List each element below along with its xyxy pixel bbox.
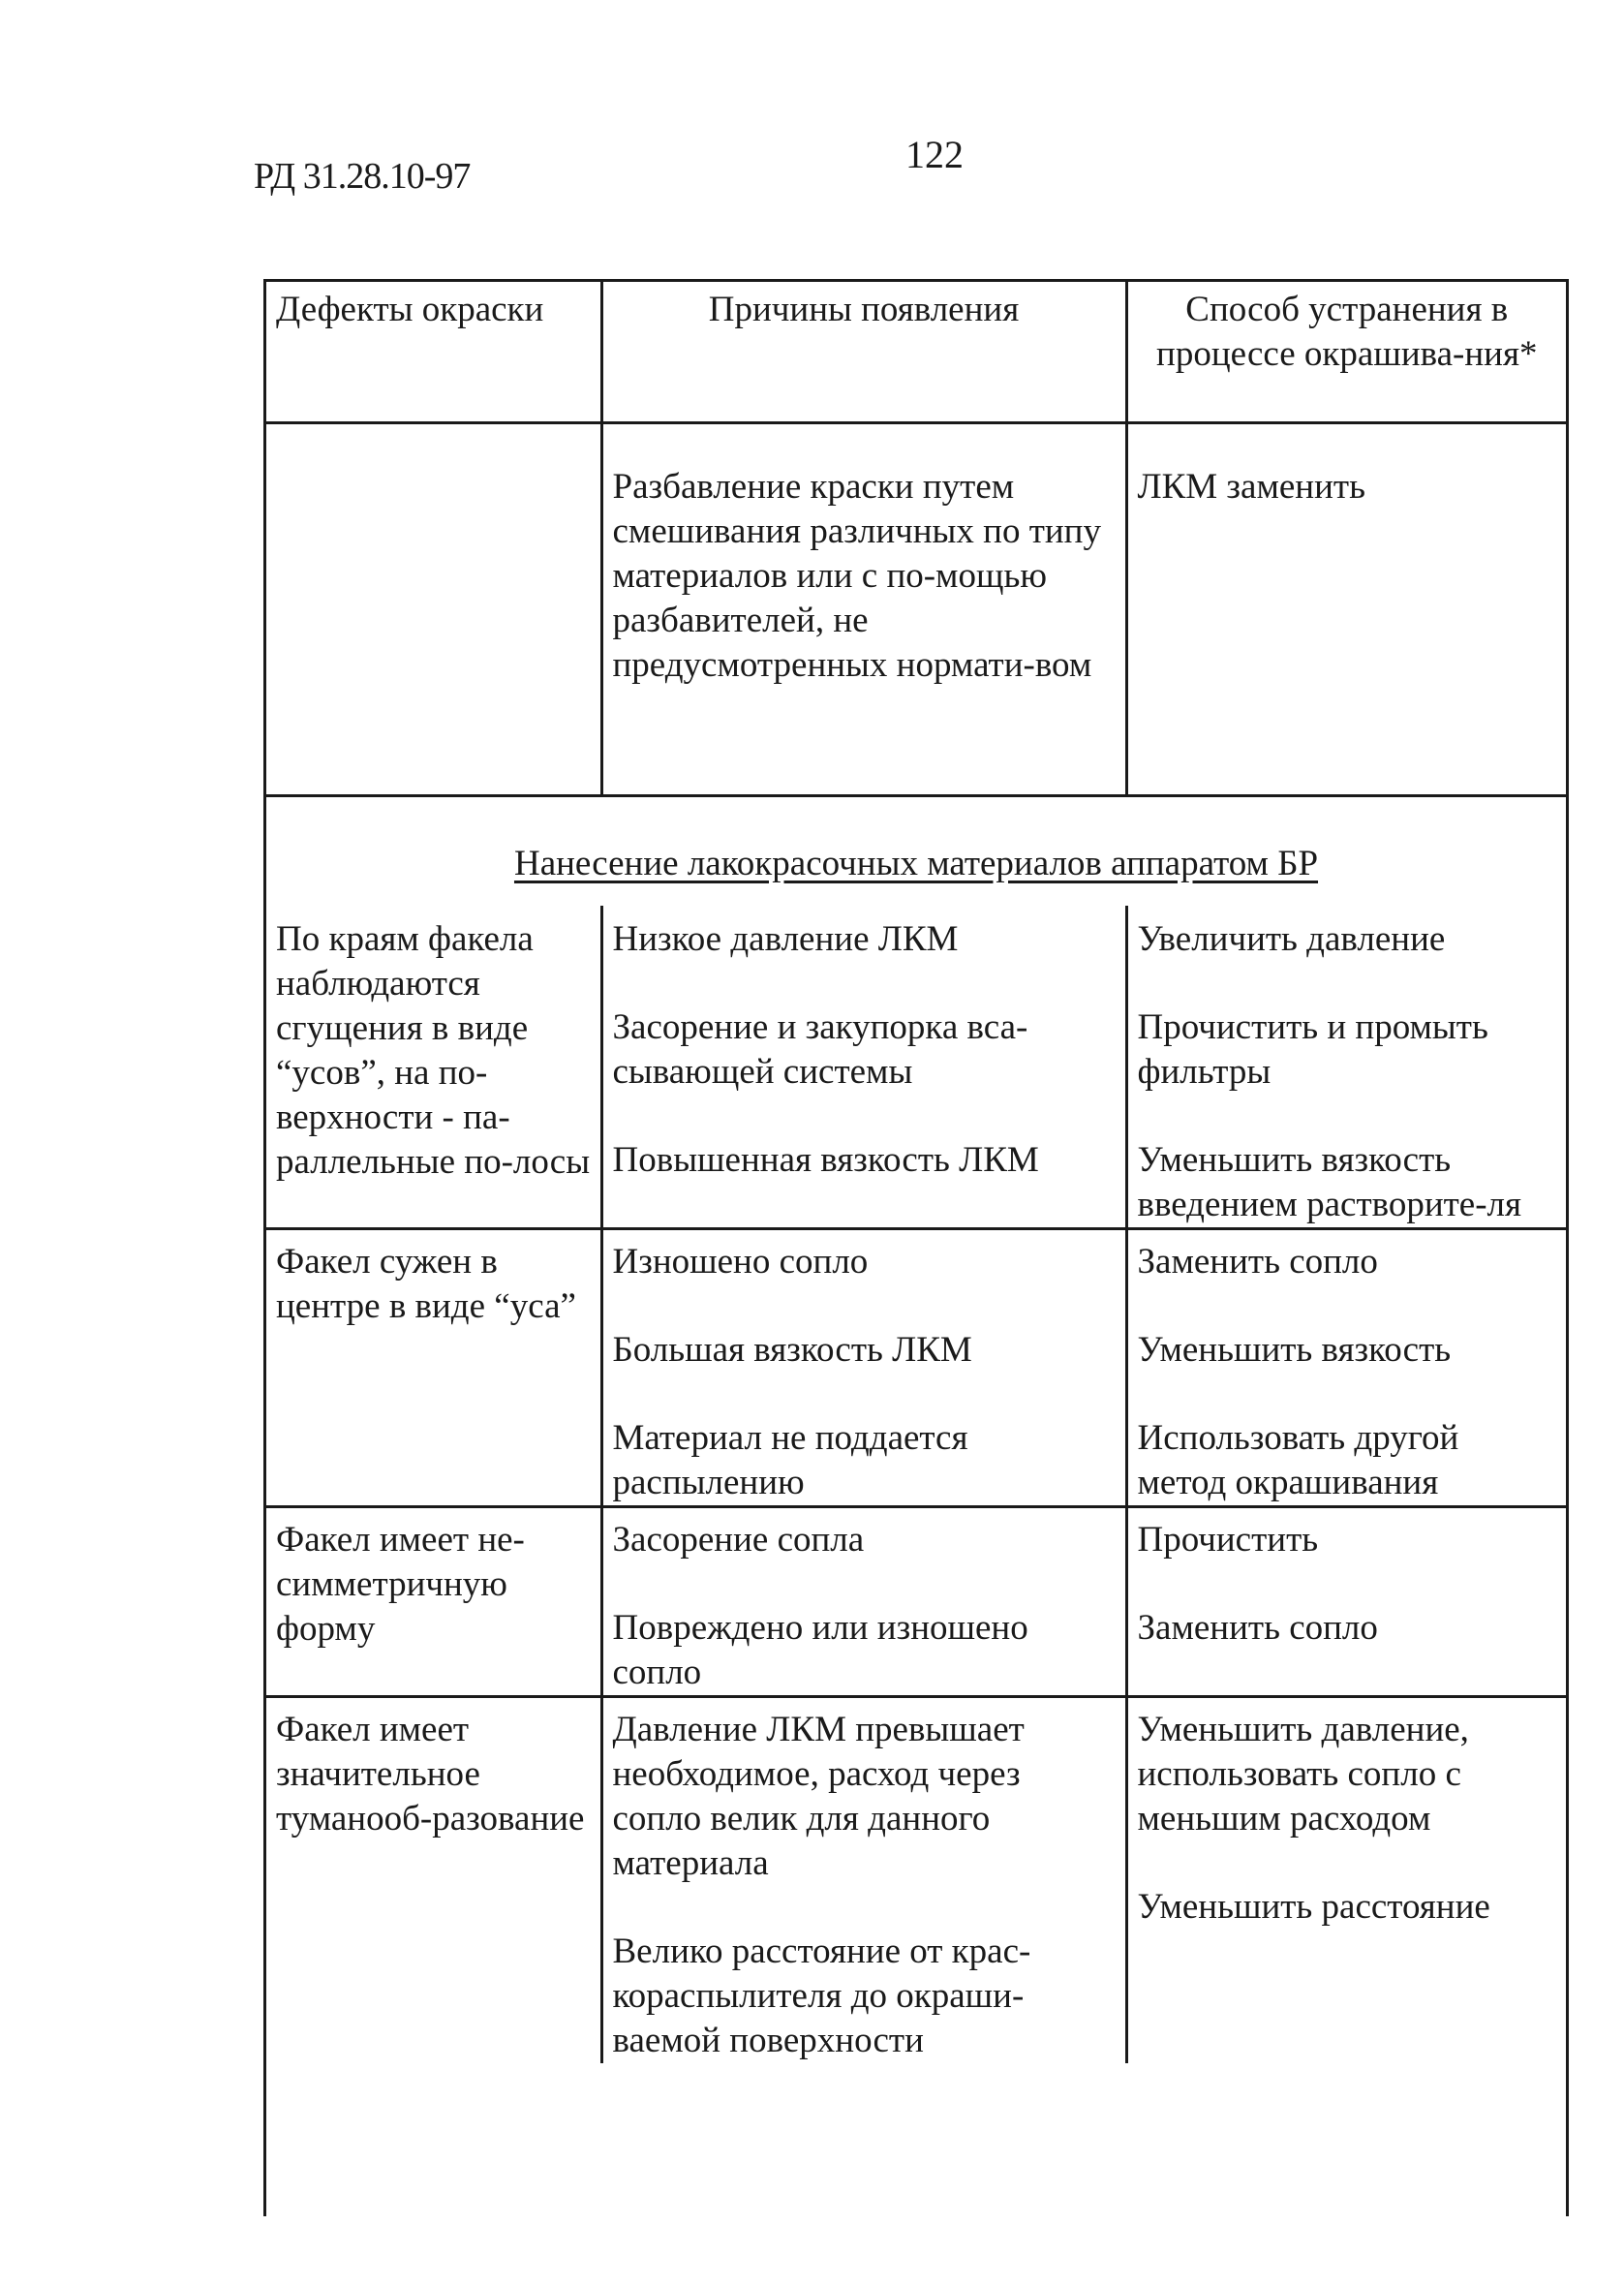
remedy-item: Увеличить давление <box>1137 919 1446 959</box>
column-header-remedies: Способ устранения в процессе окрашива-ния* <box>1126 282 1566 423</box>
remedies-cell <box>1126 1697 1566 2064</box>
cause-item: Засорение сопла <box>612 1520 865 1560</box>
table-row <box>266 1507 1566 1697</box>
column-header-defects: Дефекты окраски <box>266 282 601 423</box>
cause-item: Засорение и закупорка вса-сывающей системы <box>612 1007 1028 1092</box>
cause-item: Материал не поддается распылению <box>612 1418 968 1502</box>
causes-cell <box>601 423 1126 796</box>
defect-cell: Факел сужен в центре в виде “уса” <box>266 1229 601 1507</box>
cause-item: Повреждено или изношено сопло <box>612 1608 1028 1692</box>
remedy-item: Прочистить и промыть фильтры <box>1137 1007 1488 1092</box>
remedy-item: Уменьшить вязкость <box>1137 1330 1452 1370</box>
remedy-item: Уменьшить расстояние <box>1137 1887 1490 1927</box>
table-row <box>266 1697 1566 2064</box>
remedies-cell <box>1126 1229 1566 1507</box>
causes-cell <box>601 906 1126 1229</box>
table-header-row <box>266 282 1566 423</box>
defect-cell: По краям факела наблюдаются сгущения в виде “усов”, на по-верхности - па-раллельные по-лосы <box>266 906 601 1229</box>
remedy-item: Использовать другой метод окрашивания <box>1137 1418 1459 1502</box>
causes-cell <box>601 1229 1126 1507</box>
cause-item: Велико расстояние от крас-кораспылителя до окраши-ваемой поверхности <box>612 1932 1031 2060</box>
document-code: РД 31.28.10-97 <box>254 156 471 197</box>
page-number: 122 <box>905 133 964 176</box>
section-title: Нанесение лакокрасочных материалов аппаратом БР <box>513 844 1319 883</box>
remedy-item: Уменьшить вязкость введением растворите-ля <box>1137 1140 1522 1224</box>
cause-item: Повышенная вязкость ЛКМ <box>612 1140 1039 1180</box>
cause-item: Изношено сопло <box>612 1242 869 1282</box>
remedies-cell <box>1126 423 1566 796</box>
defect-cell <box>266 423 601 796</box>
cause-item: Давление ЛКМ превышает необходимое, расход через сопло велик для данного материала <box>612 1710 1025 1883</box>
defect-cell: Факел имеет значительное туманооб-разование <box>276 1710 585 1839</box>
causes-cell <box>601 1697 1126 2064</box>
defect-cell: Факел имеет не-симметричную форму <box>266 1507 601 1697</box>
remedies-cell <box>1126 1507 1566 1697</box>
remedy-item: Заменить сопло <box>1137 1242 1378 1282</box>
causes-cell <box>601 1507 1126 1697</box>
remedy-item: Уменьшить давление, использовать сопло с меньшим расходом <box>1137 1710 1469 1839</box>
table-row <box>266 423 1566 796</box>
remedy-item: Прочистить <box>1137 1520 1319 1560</box>
cause-item: Разбавление краски путем смешивания различных по типу материалов или с по-мощью разбавителей, не предусмотренных нормати-вом <box>612 467 1101 685</box>
remedy-item: Заменить сопло <box>1137 1608 1378 1648</box>
remedy-item: ЛКМ заменить <box>1137 467 1365 507</box>
section-heading-row <box>266 796 1566 907</box>
column-header-causes: Причины появления <box>601 282 1126 423</box>
cause-item: Большая вязкость ЛКМ <box>612 1330 972 1370</box>
remedies-cell <box>1126 906 1566 1229</box>
table-row <box>266 1229 1566 1507</box>
defects-table <box>263 279 1569 2216</box>
table-row <box>266 906 1566 1229</box>
cause-item: Низкое давление ЛКМ <box>612 919 959 959</box>
